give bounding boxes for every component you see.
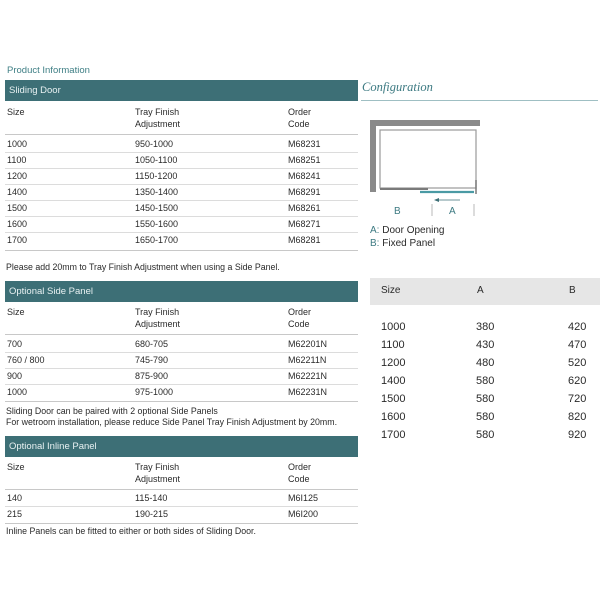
cell-code: M68241	[288, 171, 321, 181]
inline-panel-col-size: Size	[7, 462, 25, 472]
dimensions-row	[370, 336, 600, 354]
cell-a: 380	[476, 321, 495, 333]
cell-code: M62231N	[288, 387, 328, 397]
side-panel-col-tray	[135, 306, 180, 330]
inline-panel-header: Optional Inline Panel	[5, 436, 358, 457]
col-order-line1: Order	[288, 107, 312, 117]
diagram-label-a: A	[449, 206, 456, 217]
dimensions-col-b: B	[569, 285, 576, 296]
cell-size: 1000	[381, 321, 406, 333]
col-order-line1: Order	[288, 307, 312, 317]
divider	[5, 250, 358, 251]
dimensions-row	[370, 318, 600, 336]
cell-tray: 1050-1100	[135, 155, 178, 165]
table-row	[5, 233, 358, 248]
cell-b: 920	[568, 429, 587, 441]
diagram-label-b: B	[394, 206, 401, 217]
cell-size: 1600	[7, 219, 28, 229]
side-panel-col-order	[288, 306, 311, 330]
legend-text-a: Door Opening	[382, 225, 445, 236]
col-order-line2: Code	[288, 474, 310, 484]
cell-size: 1100	[381, 339, 405, 351]
table-row	[5, 185, 358, 200]
arrow-head-icon	[434, 198, 439, 202]
divider	[5, 401, 358, 402]
legend-key-a: A:	[370, 225, 380, 236]
cell-a: 580	[476, 375, 495, 387]
dimensions-col-size: Size	[381, 285, 401, 296]
cell-size: 1400	[7, 187, 28, 197]
col-order-line2: Code	[288, 319, 310, 329]
cell-code: M68251	[288, 155, 321, 165]
cell-tray: 190-215	[135, 509, 169, 519]
cell-tray: 1350-1400	[135, 187, 179, 197]
table-row	[5, 337, 358, 352]
divider	[5, 523, 358, 524]
side-panel-header: Optional Side Panel	[5, 281, 358, 302]
cell-code: M68281	[288, 235, 321, 245]
cell-code: M62221N	[288, 371, 328, 381]
table-row	[5, 153, 358, 168]
cell-a: 580	[476, 411, 495, 423]
legend-text-b: Fixed Panel	[382, 238, 436, 249]
table-row	[5, 491, 358, 506]
cell-size: 1200	[381, 357, 406, 369]
cell-code: M68231	[288, 139, 321, 149]
table-row	[5, 137, 358, 152]
side-panel-note-1: Sliding Door can be paired with 2 optional Side Panels	[6, 406, 218, 416]
configuration-divider	[361, 100, 598, 101]
dimensions-row	[370, 408, 600, 426]
cell-code: M68291	[288, 187, 321, 197]
shower-tray	[380, 130, 476, 188]
col-tray-line2: Adjustment	[135, 119, 181, 129]
cell-size: 900	[7, 371, 23, 381]
cell-tray: 1550-1600	[135, 219, 179, 229]
cell-tray: 115-140	[135, 493, 168, 503]
inline-panel-col-tray	[135, 461, 180, 485]
col-order-line1: Order	[288, 462, 312, 472]
sliding-door-col-tray	[135, 106, 180, 130]
inline-panel-col-order	[288, 461, 311, 485]
cell-b: 420	[568, 321, 587, 333]
table-row	[5, 353, 358, 368]
configuration-title: Configuration	[362, 80, 433, 94]
cell-size: 140	[7, 493, 23, 503]
cell-tray: 1650-1700	[135, 235, 179, 245]
side-panel-col-size: Size	[7, 307, 25, 317]
cell-size: 1000	[7, 387, 28, 397]
cell-size: 1700	[381, 429, 406, 441]
cell-b: 820	[568, 411, 587, 423]
cell-tray: 975-1000	[135, 387, 174, 397]
cell-size: 1000	[7, 139, 28, 149]
dimensions-col-a: A	[477, 285, 484, 296]
cell-size: 1700	[7, 235, 28, 245]
col-tray-line1: Tray Finish	[135, 107, 180, 117]
cell-a: 580	[476, 429, 495, 441]
cell-code: M68261	[288, 203, 321, 213]
cell-tray: 680-705	[135, 339, 169, 349]
cell-a: 480	[476, 357, 495, 369]
cell-size: 1200	[7, 171, 28, 181]
side-panel-note-2: For wetroom installation, please reduce Side Panel Tray Finish Adjustment by 20mm.	[6, 417, 338, 427]
cell-b: 520	[568, 357, 587, 369]
table-row	[5, 169, 358, 184]
configuration-diagram	[368, 118, 488, 222]
col-order-line2: Code	[288, 119, 310, 129]
cell-b: 620	[568, 375, 587, 387]
cell-code: M62201N	[288, 339, 328, 349]
cell-tray: 950-1000	[135, 139, 174, 149]
divider	[5, 134, 358, 135]
cell-size: 1100	[7, 155, 27, 165]
cell-tray: 875-900	[135, 371, 169, 381]
col-tray-line2: Adjustment	[135, 319, 181, 329]
cell-size: 1500	[7, 203, 28, 213]
sliding-door-note: Please add 20mm to Tray Finish Adjustment when using a Side Panel.	[6, 262, 280, 272]
dimensions-row	[370, 426, 600, 444]
divider	[5, 334, 358, 335]
cell-size: 760 / 800	[7, 355, 45, 365]
inline-panel-note: Inline Panels can be fitted to either or both sides of Sliding Door.	[6, 526, 256, 536]
cell-size: 1400	[381, 375, 406, 387]
cell-size: 1500	[381, 393, 406, 405]
cell-b: 720	[568, 393, 587, 405]
cell-size: 215	[7, 509, 23, 519]
dimensions-row	[370, 390, 600, 408]
dimensions-row	[370, 354, 600, 372]
table-row	[5, 385, 358, 400]
sliding-door-col-order	[288, 106, 311, 130]
cell-a: 430	[476, 339, 495, 351]
table-row	[5, 217, 358, 232]
cell-code: M6I125	[288, 493, 319, 503]
legend-fixed-panel	[370, 238, 435, 250]
legend-door-opening	[370, 225, 445, 237]
dimensions-header-bar	[370, 278, 600, 305]
cell-b: 470	[568, 339, 587, 351]
top-wall	[370, 120, 480, 126]
divider	[5, 489, 358, 490]
cell-tray: 745-790	[135, 355, 169, 365]
cell-a: 580	[476, 393, 495, 405]
legend-key-b: B:	[370, 238, 380, 249]
cell-tray: 1450-1500	[135, 203, 179, 213]
product-information-label: Product Information	[7, 65, 90, 76]
cell-code: M6I200	[288, 509, 319, 519]
cell-size: 1600	[381, 411, 406, 423]
sliding-door-col-size: Size	[7, 107, 25, 117]
col-tray-line1: Tray Finish	[135, 307, 180, 317]
table-row	[5, 201, 358, 216]
cell-code: M62211N	[288, 355, 327, 365]
cell-tray: 1150-1200	[135, 171, 178, 181]
left-wall	[370, 120, 376, 192]
sliding-door-header: Sliding Door	[5, 80, 358, 101]
col-tray-line1: Tray Finish	[135, 462, 180, 472]
cell-code: M68271	[288, 219, 321, 229]
col-tray-line2: Adjustment	[135, 474, 181, 484]
cell-size: 700	[7, 339, 23, 349]
table-row	[5, 507, 358, 522]
table-row	[5, 369, 358, 384]
dimensions-row	[370, 372, 600, 390]
